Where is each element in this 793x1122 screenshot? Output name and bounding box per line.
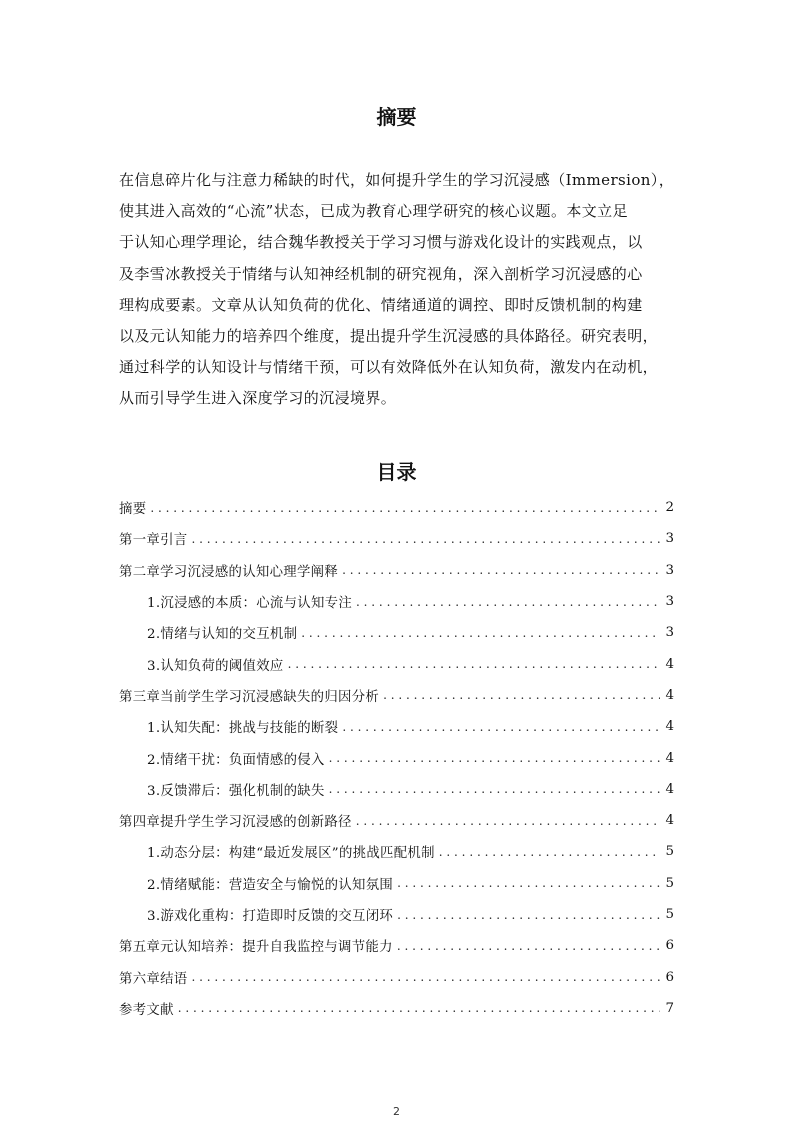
- toc-subentry[interactable]: [119, 899, 674, 930]
- toc-entry-label: 摘要: [119, 502, 147, 518]
- toc-leader-dots: [439, 845, 660, 859]
- toc-entry-page: 6: [665, 938, 674, 954]
- toc-leader-dots: [383, 688, 660, 702]
- toc-leader-dots: [288, 657, 660, 671]
- toc-entry-page: 4: [665, 750, 674, 766]
- toc-subentry[interactable]: [119, 586, 674, 617]
- toc-entry-label: 3.认知负荷的阈值效应: [147, 658, 284, 674]
- toc-entry-label: 3.反馈滞后：强化机制的缺失: [147, 783, 325, 799]
- toc-leader-dots: [356, 814, 660, 828]
- toc-leader-dots: [150, 501, 660, 515]
- abstract-line: 使其进入高效的“心流”状态，已成为教育心理学研究的核心议题。本文立足: [119, 202, 628, 221]
- toc-entry-label: 第三章当前学生学习沉浸感缺失的归因分析: [119, 689, 380, 705]
- abstract-line: 在信息碎片化与注意力稀缺的时代，如何提升学生的学习沉浸感（Immersion），: [119, 171, 675, 189]
- toc-entry-label: 第一章引言: [119, 533, 188, 549]
- toc-entry[interactable]: [119, 523, 674, 554]
- toc-leader-dots: [329, 782, 660, 796]
- toc-entry-page: 3: [665, 531, 674, 547]
- toc-leader-dots: [301, 626, 660, 640]
- abstract-line: 通过科学的认知设计与情绪干预，可以有效降低外在认知负荷，激发内在动机，: [119, 358, 659, 377]
- abstract-line: 从而引导学生进入深度学习的沉浸境界。: [119, 389, 397, 408]
- table-of-contents: [119, 492, 674, 1024]
- toc-leader-dots: [356, 595, 660, 609]
- toc-entry-page: 3: [665, 562, 674, 578]
- abstract-line: 及李雪冰教授关于情绪与认知神经机制的研究视角，深入剖析学习沉浸感的心: [119, 264, 643, 283]
- toc-leader-dots: [342, 563, 660, 577]
- toc-entry-label: 2.情绪干扰：负面情感的侵入: [147, 752, 325, 768]
- toc-entry-page: 3: [665, 625, 674, 641]
- toc-subentry[interactable]: [119, 742, 674, 773]
- abstract-body: [119, 165, 679, 415]
- toc-entry-label: 1.认知失配：挑战与技能的断裂: [147, 721, 339, 737]
- toc-entry-page: 5: [665, 844, 674, 860]
- toc-entry-page: 4: [665, 687, 674, 703]
- toc-leader-dots: [397, 939, 660, 953]
- toc-entry-label: 第二章学习沉浸感的认知心理学阐释: [119, 564, 339, 580]
- toc-entry-label: 第六章结语: [119, 971, 188, 987]
- toc-subentry[interactable]: [119, 617, 674, 648]
- toc-leader-dots: [329, 751, 660, 765]
- toc-leader-dots: [397, 876, 660, 890]
- toc-entry-page: 5: [665, 875, 674, 891]
- toc-subentry[interactable]: [119, 648, 674, 679]
- toc-entry-label: 参考文献: [119, 1002, 174, 1018]
- toc-entry-label: 1.沉浸感的本质：心流与认知专注: [147, 596, 353, 612]
- toc-entry[interactable]: [119, 492, 674, 523]
- toc-leader-dots: [397, 908, 660, 922]
- toc-entry-page: 4: [665, 813, 674, 829]
- toc-entry-page: 4: [665, 719, 674, 735]
- toc-entry-page: 6: [665, 969, 674, 985]
- toc-entry-page: 2: [665, 500, 674, 516]
- toc-entry-label: 2.情绪赋能：营造安全与愉悦的认知氛围: [147, 877, 394, 893]
- toc-subentry[interactable]: [119, 868, 674, 899]
- toc-entry-page: 3: [665, 594, 674, 610]
- toc-entry-label: 3.游戏化重构：打造即时反馈的交互闭环: [147, 909, 394, 924]
- abstract-line: 理构成要素。文章从认知负荷的优化、情绪通道的调控、即时反馈机制的构建: [119, 295, 643, 314]
- toc-entry[interactable]: [119, 680, 674, 711]
- toc-entry-label: 第四章提升学生学习沉浸感的创新路径: [119, 815, 352, 831]
- toc-entry[interactable]: [119, 993, 674, 1024]
- toc-leader-dots: [191, 532, 660, 546]
- toc-leader-dots: [178, 1001, 660, 1015]
- toc-entry-page: 4: [665, 656, 674, 672]
- toc-leader-dots: [191, 970, 660, 984]
- toc-subentry[interactable]: [119, 774, 674, 805]
- toc-entry[interactable]: [119, 555, 674, 586]
- toc-entry-label: 第五章元认知培养：提升自我监控与调节能力: [119, 940, 393, 956]
- toc-subentry[interactable]: [119, 711, 674, 742]
- toc-subentry[interactable]: [119, 836, 674, 867]
- toc-entry[interactable]: [119, 930, 674, 961]
- toc-entry-page: 4: [665, 781, 674, 797]
- toc-entry-label: 1.动态分层：构建“最近发展区”的挑战匹配机制: [147, 846, 435, 862]
- toc-leader-dots: [342, 720, 660, 734]
- page-number: 2: [393, 1105, 400, 1118]
- toc-entry-label: 2.情绪与认知的交互机制: [147, 627, 298, 643]
- toc-title: 目录: [376, 460, 417, 484]
- abstract-line: 于认知心理学理论，结合魏华教授关于学习习惯与游戏化设计的实践观点，以: [119, 233, 643, 252]
- toc-entry-page: 7: [665, 1000, 674, 1016]
- toc-entry[interactable]: [119, 961, 674, 992]
- toc-entry-page: 5: [665, 907, 674, 922]
- abstract-line: 以及元认知能力的培养四个维度，提出提升学生沉浸感的具体路径。研究表明，: [119, 326, 659, 345]
- toc-entry[interactable]: [119, 805, 674, 836]
- abstract-title: 摘要: [376, 105, 417, 129]
